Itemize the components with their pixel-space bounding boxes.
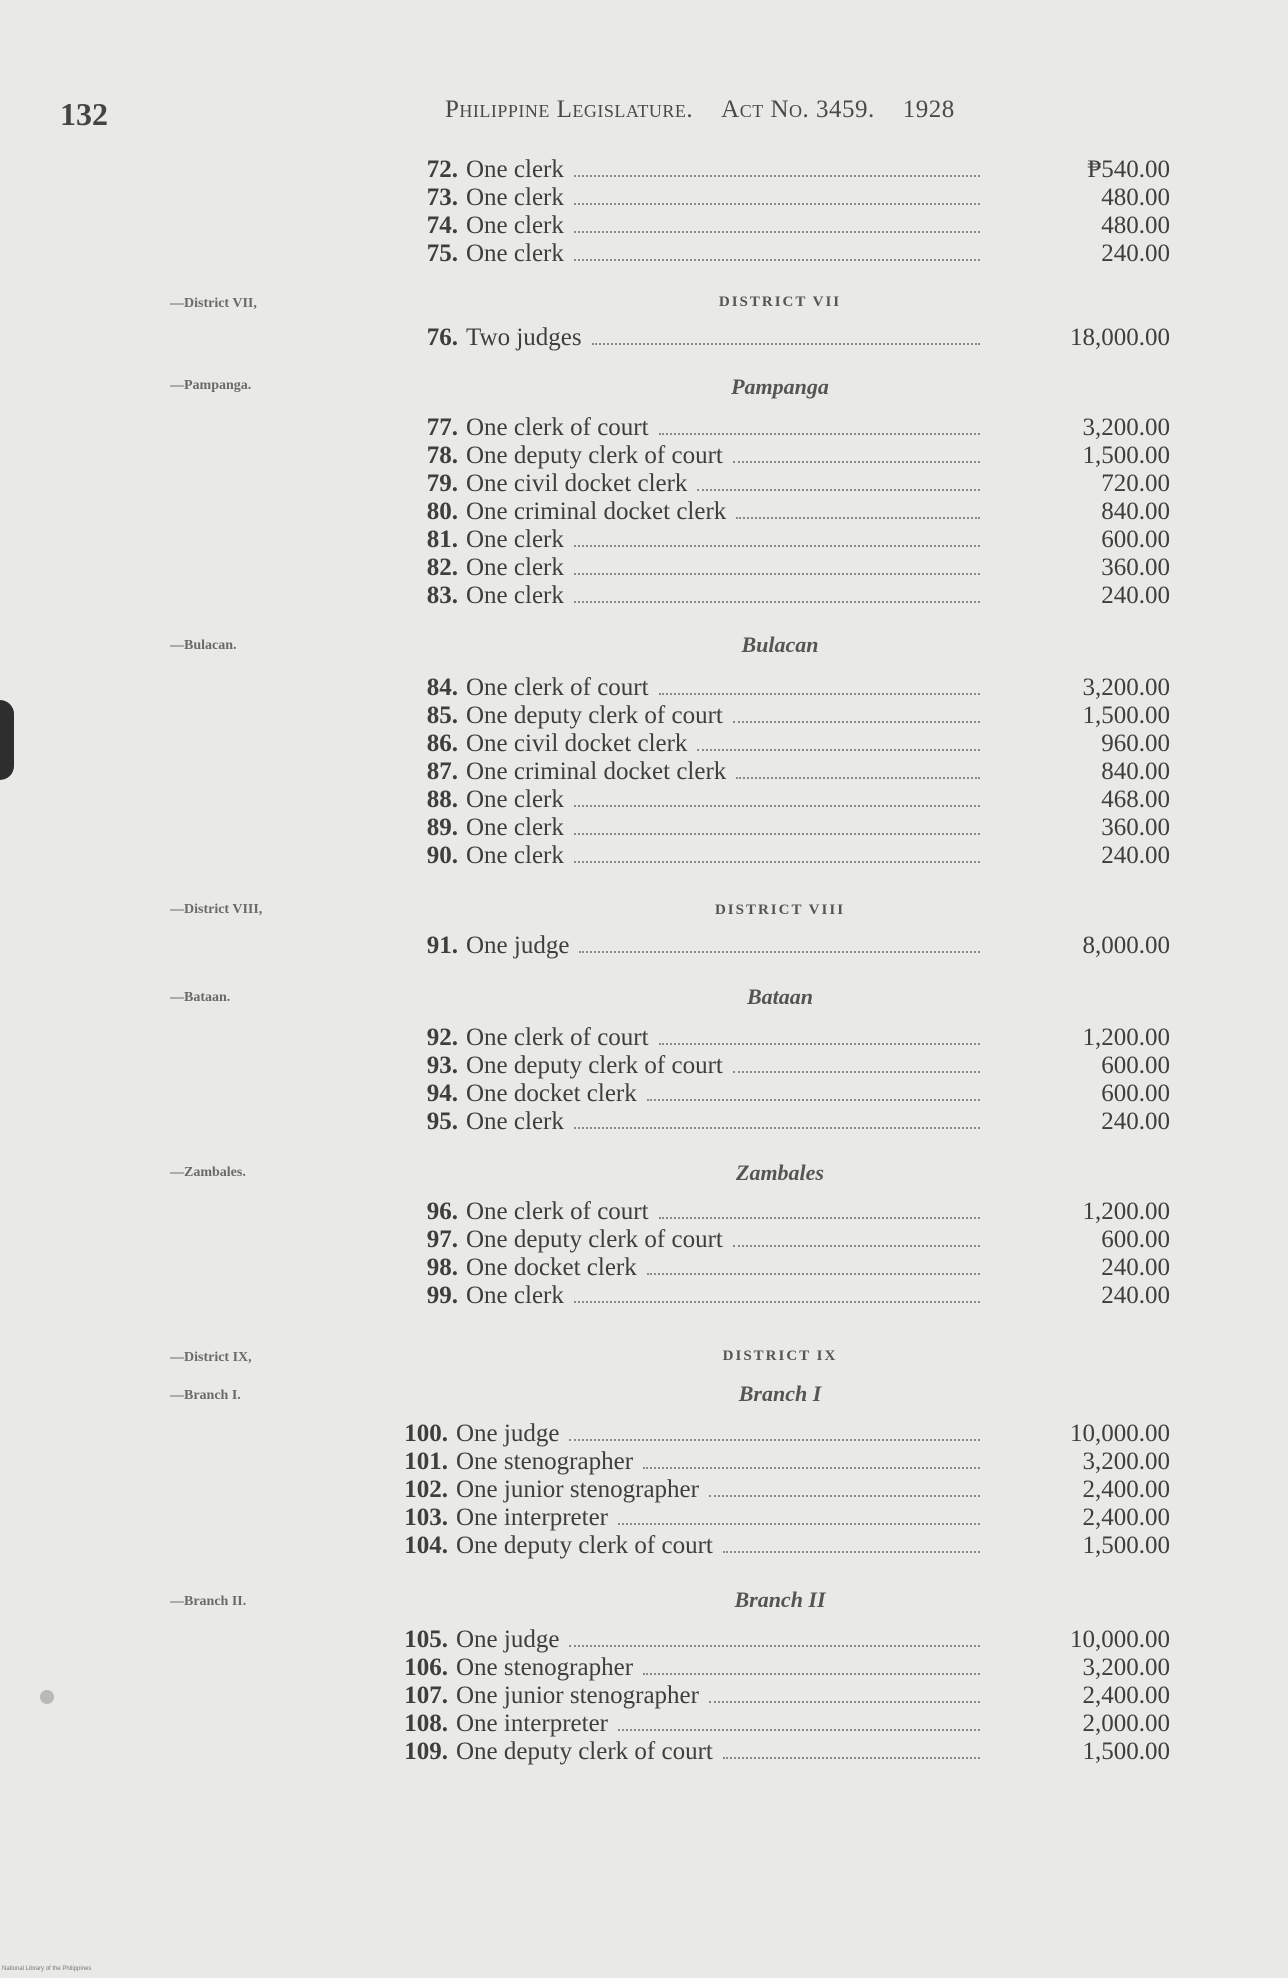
line-item (410, 1226, 1170, 1254)
item-description: One clerk (466, 526, 564, 553)
leader-dots (574, 175, 980, 177)
item-number: 87. (426, 758, 458, 785)
item-amount: 2,400.00 (1082, 1476, 1170, 1503)
line-item (400, 1654, 1170, 1682)
line-item (410, 1108, 1170, 1136)
item-description: One clerk (466, 814, 564, 841)
item-amount: 840.00 (1101, 498, 1170, 525)
item-amount: 240.00 (1101, 582, 1170, 609)
leader-dots (647, 1273, 980, 1275)
item-amount: ₱540.00 (1087, 156, 1170, 183)
margin-note-bulacan: —Bulacan. (170, 638, 237, 653)
line-item (400, 1532, 1170, 1560)
item-number: 99. (426, 1282, 458, 1309)
line-item (400, 1710, 1170, 1738)
item-number: 109. (404, 1738, 448, 1765)
item-amount: 1,200.00 (1082, 1198, 1170, 1225)
item-number: 85. (426, 702, 458, 729)
item-amount: 1,500.00 (1082, 1738, 1170, 1765)
item-amount: 1,500.00 (1082, 1532, 1170, 1559)
footer-credit: National Library of the Philippines (2, 1966, 92, 1972)
line-item (410, 470, 1170, 498)
item-number: 83. (426, 582, 458, 609)
item-number: 75. (426, 240, 458, 267)
item-description: One deputy clerk of court (456, 1532, 713, 1559)
line-item (410, 184, 1170, 212)
item-number: 94. (426, 1080, 458, 1107)
line-item (410, 1198, 1170, 1226)
item-number: 74. (426, 212, 458, 239)
item-number: 101. (404, 1448, 448, 1475)
leader-dots (723, 1551, 980, 1553)
item-number: 81. (426, 526, 458, 553)
item-description: One criminal docket clerk (466, 758, 727, 785)
item-description: One deputy clerk of court (466, 702, 723, 729)
line-item (410, 842, 1170, 870)
line-item (410, 582, 1170, 610)
item-amount: 360.00 (1101, 814, 1170, 841)
page-edge-blemish (0, 700, 14, 780)
line-item (410, 1080, 1170, 1108)
line-item (410, 414, 1170, 442)
line-item (410, 786, 1170, 814)
item-number: 100. (404, 1420, 448, 1447)
item-amount: 480.00 (1101, 184, 1170, 211)
item-number: 96. (426, 1198, 458, 1225)
leader-dots (579, 951, 980, 953)
item-description: One docket clerk (466, 1080, 637, 1107)
line-item (410, 240, 1170, 268)
item-description: One docket clerk (466, 1254, 637, 1281)
leader-dots (659, 1217, 980, 1219)
item-amount: 1,500.00 (1082, 442, 1170, 469)
item-number: 89. (426, 814, 458, 841)
line-item (400, 1626, 1170, 1654)
item-description: One interpreter (456, 1504, 609, 1531)
heading-district-viii: DISTRICT VIII (714, 902, 846, 918)
leader-dots (574, 805, 980, 807)
leader-dots (733, 721, 980, 723)
margin-note-bataan: —Bataan. (170, 990, 231, 1005)
line-item (410, 702, 1170, 730)
item-number: 95. (426, 1108, 458, 1135)
leader-dots (574, 231, 980, 233)
leader-dots (643, 1467, 980, 1469)
line-item (400, 1420, 1170, 1448)
item-description: One clerk (466, 554, 564, 581)
item-amount: 468.00 (1101, 786, 1170, 813)
leader-dots (647, 1099, 980, 1101)
item-number: 105. (404, 1626, 448, 1653)
margin-note-branch-i: —Branch I. (170, 1388, 241, 1403)
item-number: 106. (404, 1654, 448, 1681)
item-number: 107. (404, 1682, 448, 1709)
heading-district-ix: DISTRICT IX (722, 1348, 838, 1364)
heading-zambales: Zambales (736, 1160, 824, 1185)
item-number: 104. (404, 1532, 448, 1559)
line-item (410, 730, 1170, 758)
heading-bulacan: Bulacan (741, 632, 819, 657)
item-amount: 960.00 (1101, 730, 1170, 757)
item-number: 73. (426, 184, 458, 211)
leader-dots (736, 777, 980, 779)
item-description: One clerk (466, 240, 564, 267)
item-description: One clerk of court (466, 414, 649, 441)
item-description: One clerk of court (466, 1024, 649, 1051)
item-amount: 3,200.00 (1082, 674, 1170, 701)
heading-district-vii: DISTRICT VII (718, 294, 842, 310)
item-description: One civil docket clerk (466, 470, 688, 497)
leader-dots (709, 1495, 980, 1497)
leader-dots (574, 545, 980, 547)
item-number: 76. (426, 324, 458, 351)
heading-branch-i: Branch I (738, 1381, 822, 1406)
leader-dots (643, 1673, 980, 1675)
item-number: 93. (426, 1052, 458, 1079)
leader-dots (697, 749, 980, 751)
item-description: One stenographer (456, 1448, 634, 1475)
item-amount: 240.00 (1101, 1108, 1170, 1135)
leader-dots (592, 343, 980, 345)
item-amount: 10,000.00 (1070, 1626, 1170, 1653)
item-description: One interpreter (456, 1710, 609, 1737)
item-description: One deputy clerk of court (466, 1226, 723, 1253)
item-number: 90. (426, 842, 458, 869)
margin-note-district-ix: —District IX, (170, 1350, 252, 1365)
item-number: 88. (426, 786, 458, 813)
heading-bataan: Bataan (746, 984, 814, 1009)
item-description: One clerk of court (466, 674, 649, 701)
leader-dots (723, 1757, 980, 1759)
leader-dots (574, 861, 980, 863)
line-item (410, 442, 1170, 470)
leader-dots (618, 1523, 980, 1525)
item-number: 102. (404, 1476, 448, 1503)
running-head-year: 1928 (902, 96, 955, 123)
line-item (400, 1738, 1170, 1766)
line-item (400, 1476, 1170, 1504)
line-item (410, 526, 1170, 554)
item-amount: 240.00 (1101, 240, 1170, 267)
heading-branch-ii: Branch II (734, 1587, 826, 1612)
item-number: 79. (426, 470, 458, 497)
item-description: Two judges (466, 324, 582, 351)
item-number: 80. (426, 498, 458, 525)
item-number: 91. (426, 932, 458, 959)
item-description: One clerk (466, 1108, 564, 1135)
item-amount: 600.00 (1101, 1226, 1170, 1253)
item-amount: 1,200.00 (1082, 1024, 1170, 1051)
item-description: One clerk (466, 184, 564, 211)
item-amount: 720.00 (1101, 470, 1170, 497)
item-number: 78. (426, 442, 458, 469)
line-item (410, 498, 1170, 526)
item-amount: 600.00 (1101, 526, 1170, 553)
item-number: 77. (426, 414, 458, 441)
item-description: One clerk (466, 582, 564, 609)
item-description: One clerk (466, 212, 564, 239)
leader-dots (574, 259, 980, 261)
leader-dots (574, 203, 980, 205)
running-head-title: Philippine Legislature. (445, 96, 694, 123)
item-number: 98. (426, 1254, 458, 1281)
line-item (410, 554, 1170, 582)
ink-smudge (40, 1690, 54, 1704)
item-amount: 10,000.00 (1070, 1420, 1170, 1447)
leader-dots (659, 693, 980, 695)
margin-note-zambales: —Zambales. (170, 1165, 246, 1180)
item-amount: 240.00 (1101, 1254, 1170, 1281)
item-number: 86. (426, 730, 458, 757)
item-description: One civil docket clerk (466, 730, 688, 757)
item-amount: 600.00 (1101, 1052, 1170, 1079)
item-amount: 3,200.00 (1082, 1654, 1170, 1681)
leader-dots (659, 1043, 980, 1045)
item-number: 72. (426, 156, 458, 183)
item-description: One clerk (466, 842, 564, 869)
line-item (410, 1282, 1170, 1310)
line-item (410, 814, 1170, 842)
item-number: 108. (404, 1710, 448, 1737)
line-item (410, 932, 1170, 960)
item-amount: 2,400.00 (1082, 1504, 1170, 1531)
line-item (410, 324, 1170, 352)
item-description: One judge (456, 1626, 560, 1653)
item-amount: 1,500.00 (1082, 702, 1170, 729)
leader-dots (733, 1245, 980, 1247)
item-description: One clerk (466, 156, 564, 183)
line-item (410, 156, 1170, 184)
leader-dots (569, 1439, 980, 1441)
line-item (410, 674, 1170, 702)
item-number: 97. (426, 1226, 458, 1253)
item-amount: 3,200.00 (1082, 414, 1170, 441)
heading-pampanga: Pampanga (731, 374, 829, 399)
margin-note-branch-ii: —Branch II. (170, 1594, 247, 1609)
item-amount: 360.00 (1101, 554, 1170, 581)
line-item (410, 1024, 1170, 1052)
leader-dots (574, 833, 980, 835)
leader-dots (618, 1729, 980, 1731)
item-amount: 2,000.00 (1082, 1710, 1170, 1737)
line-item (400, 1682, 1170, 1710)
item-amount: 18,000.00 (1070, 324, 1170, 351)
item-description: One criminal docket clerk (466, 498, 727, 525)
leader-dots (733, 1071, 980, 1073)
line-item (410, 212, 1170, 240)
page-number: 132 (60, 96, 108, 132)
running-head (445, 96, 955, 124)
item-description: One clerk (466, 786, 564, 813)
item-description: One deputy clerk of court (466, 442, 723, 469)
line-item (400, 1448, 1170, 1476)
margin-note-district-viii: —District VIII, (170, 902, 263, 917)
item-number: 84. (426, 674, 458, 701)
item-amount: 240.00 (1101, 842, 1170, 869)
item-amount: 2,400.00 (1082, 1682, 1170, 1709)
leader-dots (574, 1127, 980, 1129)
leader-dots (659, 433, 980, 435)
item-number: 92. (426, 1024, 458, 1051)
margin-note-pampanga: —Pampanga. (170, 378, 252, 393)
margin-note-district-vii: —District VII, (170, 296, 257, 311)
leader-dots (709, 1701, 980, 1703)
item-description: One junior stenographer (456, 1476, 699, 1503)
leader-dots (574, 601, 980, 603)
leader-dots (574, 573, 980, 575)
item-description: One deputy clerk of court (466, 1052, 723, 1079)
leader-dots (697, 489, 980, 491)
line-item (410, 1052, 1170, 1080)
item-amount: 600.00 (1101, 1080, 1170, 1107)
leader-dots (569, 1645, 980, 1647)
item-number: 103. (404, 1504, 448, 1531)
item-description: One deputy clerk of court (456, 1738, 713, 1765)
line-item (410, 758, 1170, 786)
item-amount: 240.00 (1101, 1282, 1170, 1309)
item-description: One junior stenographer (456, 1682, 699, 1709)
line-item (410, 1254, 1170, 1282)
running-head-act: Act No. 3459. (721, 96, 875, 123)
item-description: One clerk (466, 1282, 564, 1309)
line-item (400, 1504, 1170, 1532)
item-amount: 3,200.00 (1082, 1448, 1170, 1475)
item-description: One stenographer (456, 1654, 634, 1681)
item-amount: 480.00 (1101, 212, 1170, 239)
item-amount: 840.00 (1101, 758, 1170, 785)
item-number: 82. (426, 554, 458, 581)
leader-dots (574, 1301, 980, 1303)
leader-dots (736, 517, 980, 519)
item-description: One judge (456, 1420, 560, 1447)
item-description: One clerk of court (466, 1198, 649, 1225)
item-amount: 8,000.00 (1082, 932, 1170, 959)
item-description: One judge (466, 932, 570, 959)
leader-dots (733, 461, 980, 463)
